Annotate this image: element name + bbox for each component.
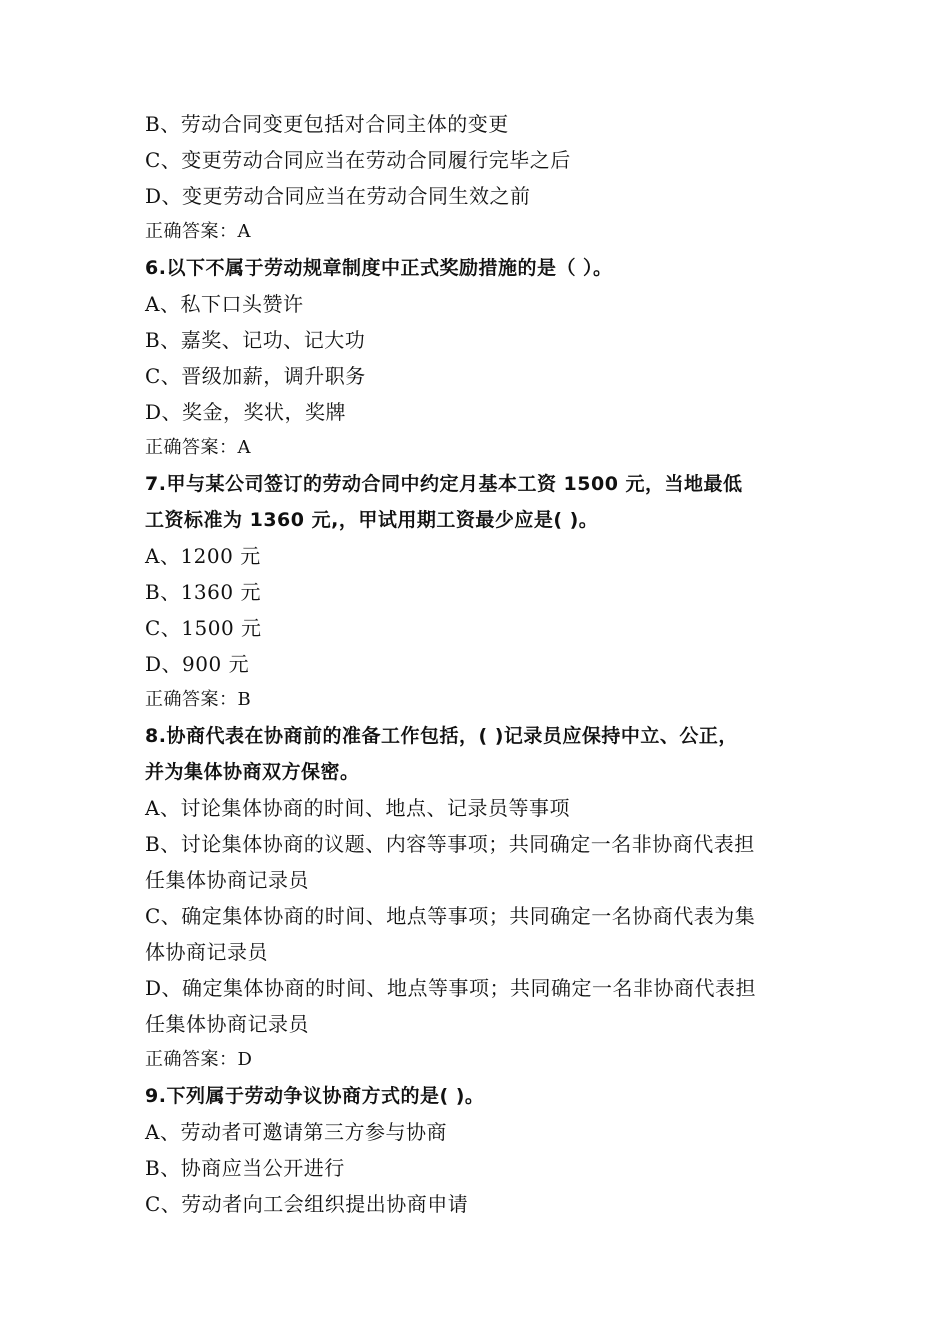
question-line: 7.甲与某公司签订的劳动合同中约定月基本工资 1500 元，当地最低 <box>145 473 743 495</box>
option-line: A、劳动者可邀请第三方参与协商 <box>145 1120 447 1144</box>
option-line: 体协商记录员 <box>145 940 268 964</box>
option-line: D、奖金，奖状，奖牌 <box>145 400 347 424</box>
answer-line: 正确答案：A <box>145 437 251 458</box>
question-line: 8.协商代表在协商前的准备工作包括，( )记录员应保持中立、公正， <box>145 725 738 747</box>
option-line: A、私下口头赞许 <box>145 292 304 316</box>
answer-line: 正确答案：B <box>145 689 252 710</box>
option-line: 任集体协商记录员 <box>145 1012 309 1036</box>
option-line: C、变更劳动合同应当在劳动合同履行完毕之后 <box>145 148 571 172</box>
option-line: A、讨论集体协商的时间、地点、记录员等事项 <box>145 796 570 820</box>
option-line: C、劳动者向工会组织提出协商申请 <box>145 1192 469 1216</box>
answer-line: 正确答案：D <box>145 1049 253 1070</box>
option-line: B、嘉奖、记功、记大功 <box>145 328 366 352</box>
option-line: C、晋级加薪，调升职务 <box>145 364 366 388</box>
document-page <box>145 106 825 1222</box>
option-line: B、讨论集体协商的议题、内容等事项；共同确定一名非协商代表担 <box>145 832 755 856</box>
option-line: D、确定集体协商的时间、地点等事项；共同确定一名非协商代表担 <box>145 976 757 1000</box>
option-line: 任集体协商记录员 <box>145 868 309 892</box>
option-line: B、协商应当公开进行 <box>145 1156 345 1180</box>
option-line: D、变更劳动合同应当在劳动合同生效之前 <box>145 184 531 208</box>
question-line: 9.下列属于劳动争议协商方式的是( )。 <box>145 1085 485 1107</box>
option-line: C、确定集体协商的时间、地点等事项；共同确定一名协商代表为集 <box>145 904 756 928</box>
option-line: C、1500 元 <box>145 616 262 640</box>
option-line: A、1200 元 <box>145 544 261 568</box>
option-line: B、劳动合同变更包括对合同主体的变更 <box>145 112 509 136</box>
answer-line: 正确答案：A <box>145 221 251 242</box>
question-line: 工资标准为 1360 元,，甲试用期工资最少应是( )。 <box>145 509 599 531</box>
option-line: B、1360 元 <box>145 580 261 604</box>
question-line: 6.以下不属于劳动规章制度中正式奖励措施的是（ ）。 <box>145 257 613 279</box>
option-line: D、900 元 <box>145 652 250 676</box>
question-line: 并为集体协商双方保密。 <box>145 761 360 783</box>
